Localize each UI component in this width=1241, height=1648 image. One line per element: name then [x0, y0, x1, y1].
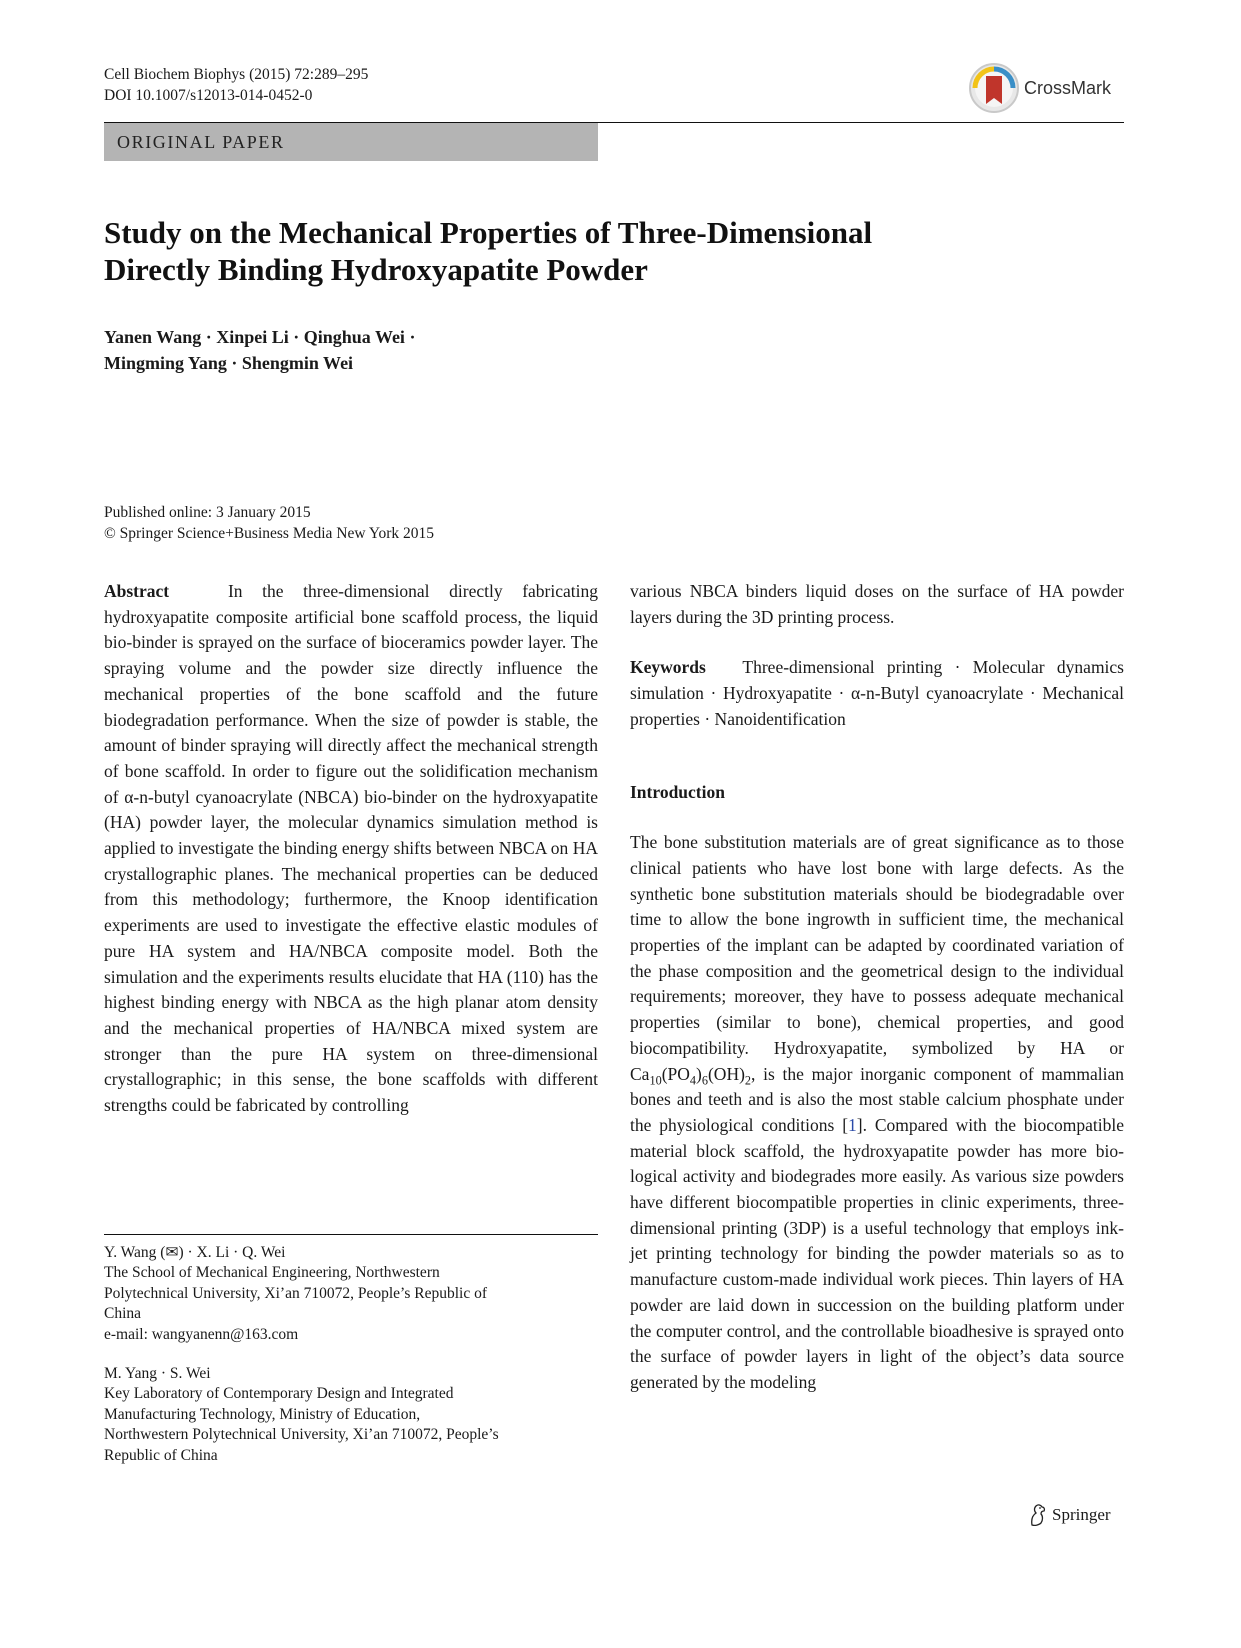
journal-name-volume: Cell Biochem Biophys (2015) 72:289–295 — [104, 66, 369, 83]
abstract-text: In the three-dimensional directly fabricating hydroxyapatite composite artificial bone scaffold process, the liquid bio-binder is sprayed on the surface of bioceramics powder layer. The spraying volume and the powder size directly influence the mechanical properties of the bone scaffold and the future biodegradation performance. When the size of powder is stable, the amount of binder spraying will directly affect the mechanical strength of bone scaffold. In order to figure out the solidification mechanism of α-n-butyl cyanoacrylate (NBCA) bio-binder on the hydroxyapatite (HA) powder layer, the molecular dynamics simulation method is applied to investigate the binding energy shifts between NBCA on HA crystallographic planes. The mechanical properties can be deduced from this methodology; furthermore, the Knoop identification experiments are used to investigate the effective elastic modules of pure HA system and HA/NBCA composite model. Both the simulation and the experiments results elucidate that HA (110) has the highest binding energy with NBCA as the high planar atom density and the mechanical properties of HA/NBCA mixed system are stronger than the pure HA system on three-dimensional crystallographic; in this sense, the bone scaffolds with different strengths could be fabricated by controlling — [104, 581, 599, 1116]
formula-sub-4: 4 — [689, 1073, 697, 1088]
intro-text-c: ]. Compared with the biocompatible material block scaffold, the hydroxyapatite powder has more biological activity and biodegrades more easily. As various size powders have different biocompatible properties in clinic experiments, three-dimensional printing (3DP) is a useful technology that employs ink-jet printing technology for binding the powder materials so as to manufacture custom-made individual work pieces. Thin layers of HA powder are laid down in succession on the building platform under the computer control, and the controllable bioadhesive is sprayed onto the surface of powder layers in light of the object’s data source generated by the modeling — [630, 1114, 1124, 1392]
formula-sub-2: 2 — [744, 1073, 752, 1088]
intro-text-a: The bone substitution materials are of great significance as to those clinical patients who have lost bone with large defects. As the synthetic bone substitution materials should be biodegradable over time to allow the bone ingrowth in sufficient time, the mechanical properties of the implant can be adapted by coordinated variation of the phase composition and the geometrical design to the individual requirements; moreover, they have to possess adequate mechanical properties (similar to bone), chemical properties, and good biocompatibility. Hydroxyapatite, symbolized by HA or Ca — [630, 832, 1124, 1084]
formula-po: (PO — [661, 1063, 690, 1084]
affiliation-2-line-3: Northwestern Polytechnical University, Xi’an 710072, People’s — [104, 1426, 499, 1444]
authors-line-1: Yanen Wang · Xinpei Li · Qinghua Wei · — [104, 327, 416, 347]
title-line-1: Study on the Mechanical Properties of Three-Dimensional — [104, 215, 873, 250]
affiliation-2-names: M. Yang · S. Wei — [104, 1365, 211, 1383]
affiliation-1-line-2: Polytechnical University, Xi’an 710072, People’s Republic of — [104, 1284, 487, 1302]
introduction-heading: Introduction — [630, 781, 725, 802]
springer-horse-icon — [1028, 1503, 1048, 1527]
formula-paren: ) — [696, 1063, 702, 1084]
doi[interactable]: DOI 10.1007/s12013-014-0452-0 — [104, 87, 313, 104]
affiliation-2-line-2: Manufacturing Technology, Ministry of Education, — [104, 1405, 421, 1423]
right-column — [630, 579, 1124, 1396]
abstract-heading: Abstract — [104, 581, 170, 601]
affiliation-rule — [104, 1234, 598, 1235]
published-date: Published online: 3 January 2015 — [104, 504, 311, 521]
crossmark-icon — [968, 62, 1020, 114]
article-title — [104, 214, 1054, 288]
affiliation-1-names: Y. Wang (✉) · X. Li · Q. Wei — [104, 1244, 286, 1261]
keywords-heading: Keywords — [630, 657, 706, 678]
keywords-paragraph — [630, 655, 1124, 732]
publisher-logo — [1028, 1503, 1111, 1527]
crossmark-badge[interactable] — [968, 58, 1124, 118]
affiliation-1-line-1: The School of Mechanical Engineering, Northwestern — [104, 1264, 440, 1282]
introduction-paragraph — [630, 830, 1124, 1395]
journal-citation — [104, 64, 368, 106]
formula-sub-10: 10 — [649, 1073, 662, 1088]
affiliation-2-line-1: Key Laboratory of Contemporary Design and Integrated — [104, 1385, 454, 1403]
abstract-column — [104, 579, 598, 1119]
publisher-name: Springer — [1052, 1505, 1111, 1524]
affiliation-1-line-3: China — [104, 1305, 142, 1323]
affiliations — [104, 1243, 598, 1466]
intro-text-b: , is the major inorganic component of mammalian bones and teeth and is also the most stable calcium phosphate under the physiological conditions [ — [630, 1063, 1124, 1135]
title-line-2: Directly Binding Hydroxyapatite Powder — [104, 252, 648, 287]
abstract-continued: various NBCA binders liquid doses on the surface of HA powder layers during the 3D printing process. — [630, 581, 1124, 627]
formula-sub-6: 6 — [701, 1073, 708, 1088]
publication-info — [104, 502, 434, 544]
abstract-paragraph — [104, 579, 598, 1119]
author-list — [104, 324, 415, 376]
copyright-notice: © Springer Science+Business Media New York 2015 — [104, 525, 435, 542]
corresponding-email[interactable]: e-mail: wangyanenn@163.com — [104, 1325, 299, 1343]
crossmark-label: CrossMark — [1024, 77, 1112, 98]
keywords-text: Three-dimensional printing · Molecular dynamics simulation · Hydroxyapatite · α-n-Butyl cyanoacrylate · Mechanical properties · Nanoidentification — [630, 657, 1124, 729]
authors-line-2: Mingming Yang · Shengmin Wei — [104, 353, 354, 373]
citation-link-1[interactable]: 1 — [848, 1114, 857, 1135]
affiliation-2-line-4: Republic of China — [104, 1446, 218, 1464]
article-type-banner: ORIGINAL PAPER — [104, 123, 598, 161]
formula-oh: (OH) — [707, 1063, 745, 1084]
affiliation-gap — [104, 1345, 598, 1364]
